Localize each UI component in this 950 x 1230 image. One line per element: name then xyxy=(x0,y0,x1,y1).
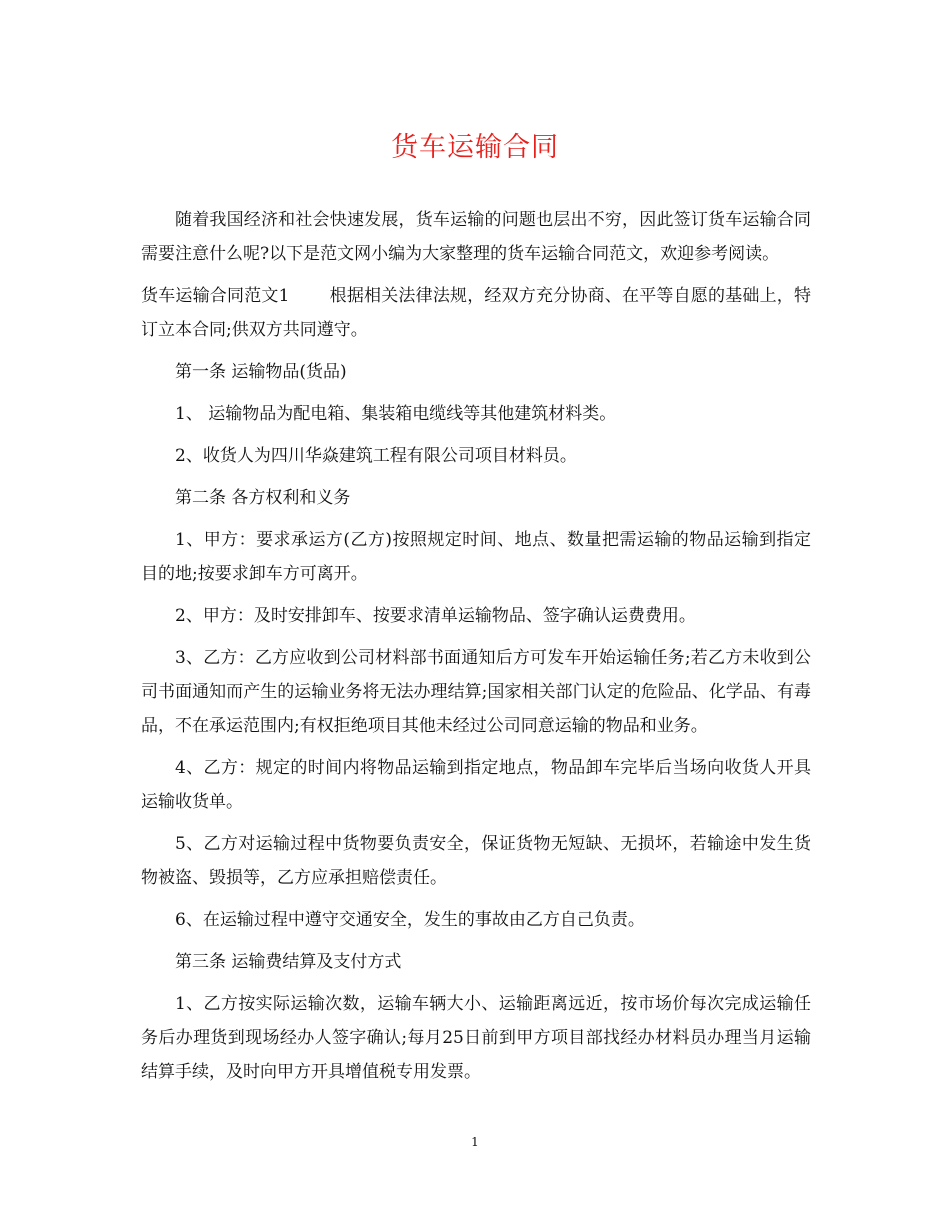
article-1-item-2: 2、收货人为四川华焱建筑工程有限公司项目材料员。 xyxy=(175,446,577,466)
article-3-item-1: 1、乙方按实际运输次数，运输车辆大小、运输距离远近，按市场价每次完成运输任务后办理货到现场经办人签字确认;每月25日前到甲方项目部找经办材料员办理当月运输结算手续，及时向甲方开具增值税专用发票。 xyxy=(141,994,811,1082)
article-2-item-5: 5、乙方对运输过程中货物要负责安全，保证货物无短缺、无损坏，若输途中发生货物被盗、毁损等，乙方应承担赔偿责任。 xyxy=(141,834,811,888)
article-2-item-6: 6、在运输过程中遵守交通安全，发生的事故由乙方自己负责。 xyxy=(175,910,645,930)
article-2-item-4: 4、乙方：规定的时间内将物品运输到指定地点，物品卸车完毕后当场向收货人开具运输收货单。 xyxy=(141,758,811,812)
sample-intro-text: 根据相关法律法规，经双方充分协商、在平等自愿的基础上，特订立本合同;供双方共同遵守。 xyxy=(141,286,811,340)
document-body xyxy=(141,203,811,1097)
article-1-item-1: 1、 运输物品为配电箱、集装箱电缆线等其他建筑材料类。 xyxy=(175,404,617,424)
article-1-heading: 第一条 运输物品(货品) xyxy=(175,362,347,382)
intro-paragraph: 随着我国经济和社会快速发展，货车运输的问题也层出不穷，因此签订货车运输合同需要注意什么呢?以下是范文网小编为大家整理的货车运输合同范文，欢迎参考阅读。 xyxy=(141,210,811,264)
document-title: 货车运输合同 xyxy=(391,132,559,163)
sample-label: 货车运输合同范文1 xyxy=(141,286,290,306)
article-2-item-1: 1、甲方：要求承运方(乙方)按照规定时间、地点、数量把需运输的物品运输到指定目的地;按要求卸车方可离开。 xyxy=(141,530,811,584)
article-3-heading: 第三条 运输费结算及支付方式 xyxy=(175,952,402,972)
article-2-heading: 第二条 各方权利和义务 xyxy=(175,488,351,508)
page-number: 1 xyxy=(471,1135,479,1149)
sample-intro-paragraph xyxy=(141,279,811,347)
article-2-item-2: 2、甲方：及时安排卸车、按要求清单运输物品、签字确认运费费用。 xyxy=(175,606,696,626)
article-2-item-3: 3、乙方：乙方应收到公司材料部书面通知后方可发车开始运输任务;若乙方未收到公司书面通知而产生的运输业务将无法办理结算;国家相关部门认定的危险品、化学品、有毒品，不在承运范围内;有权拒绝项目其他未经过公司同意运输的物品和业务。 xyxy=(141,648,811,736)
